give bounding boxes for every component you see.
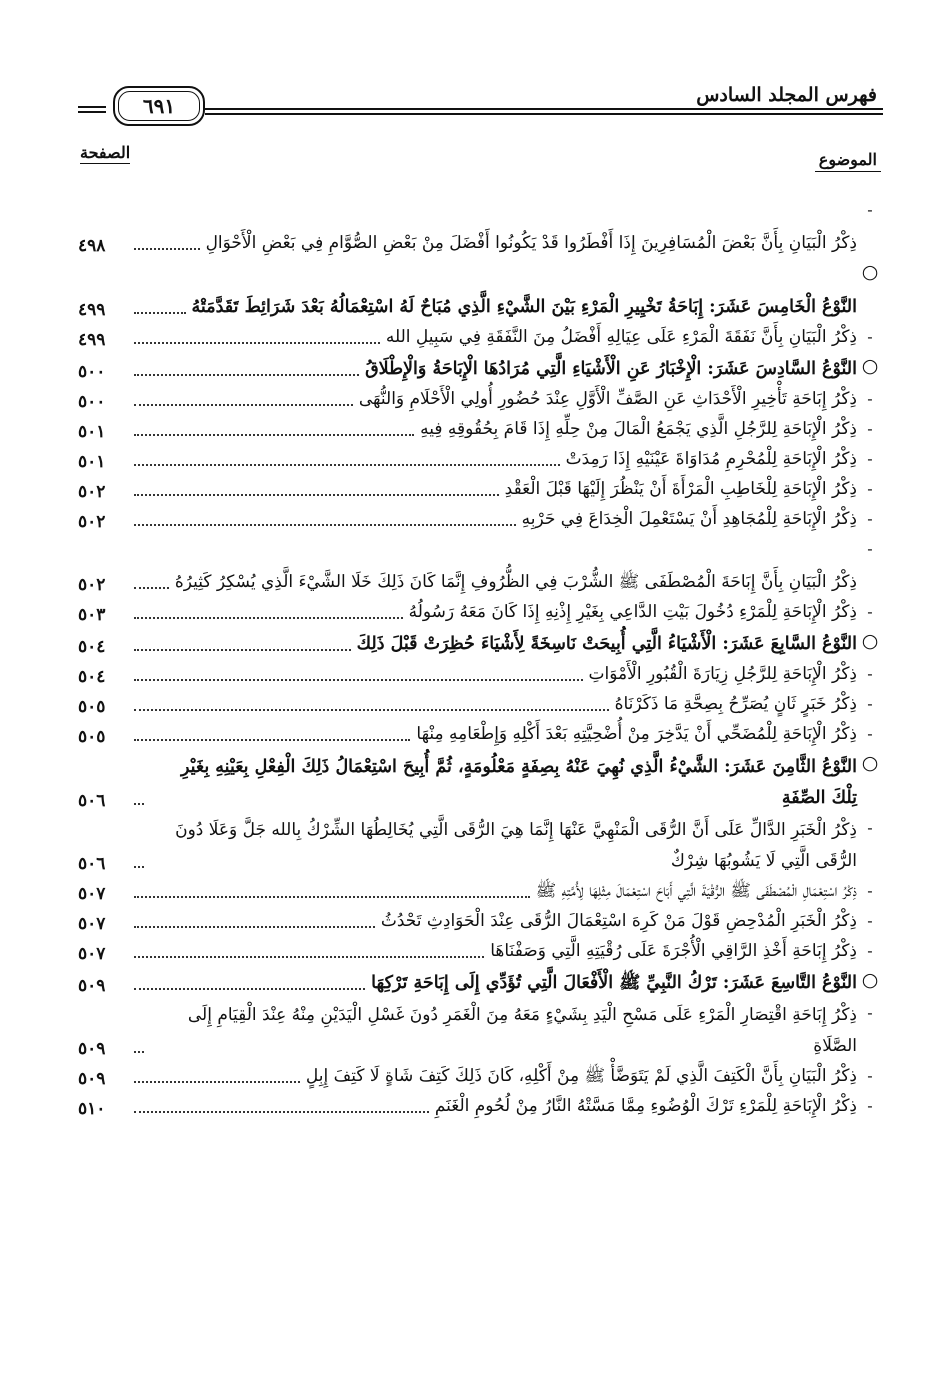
entry-title: ذِكْرُ الْإِبَاحَةِ لِلرَّجُلِ الَّذِي يَجْمَعُ الْمَالَ مِنْ حِلِّهِ إِذَا قَامَ بِحُقُوقِهِ فِيهِ — [420, 419, 857, 439]
entry-title: ذِكْرُ خَبَرٍ ثَانٍ يُصَرِّحُ بِصِحَّةِ مَا ذَكَرْنَاهُ — [614, 694, 857, 714]
section-heading-entry — [78, 750, 883, 814]
index-entries-list — [78, 196, 883, 1122]
entry-title: ذِكْرُ الْإِبَاحَةِ لِلْمَرْءِ تَرْكَ الْوُضُوءِ مِمَّا مَسَّتْهُ النَّارُ مِنْ لُحُومِ الْغَنَمِ — [434, 1096, 857, 1116]
page-number-frame — [113, 86, 205, 126]
circle-bullet-icon: ○ — [861, 355, 879, 377]
index-entry — [78, 690, 883, 720]
dash-bullet-icon: - — [867, 389, 873, 408]
index-entry — [78, 196, 883, 259]
page-number: ٦٩١ — [142, 94, 176, 118]
index-entry — [78, 323, 883, 353]
index-entry — [78, 877, 883, 907]
entry-page-number: ٥٠٧ — [78, 914, 106, 934]
entry-title: ذِكْرُ الْخَبَرِ الدَّالِّ عَلَى أَنَّ الرُّقَى الْمَنْهِيَّ عَنْهَا إِنَّمَا هِيَ الرُّقَى الَّتِي يُخَالِطُهَا الشِّرْكُ بِالله جَلَّ وَعَلَا دُونَ الرُّقَى الَّتِي لَا يَشُوبُهَا شِرْكٌ — [175, 820, 857, 871]
dotted-leader — [134, 956, 484, 958]
circle-bullet-icon: ○ — [861, 752, 879, 774]
dash-bullet-icon: - — [867, 200, 873, 219]
entry-title: ذِكْرُ الْإِبَاحَةِ لِلرَّجُلِ زِيَارَةَ الْقُبُورِ الْأَمْوَاتِ — [588, 664, 857, 684]
dotted-leader — [134, 803, 144, 805]
entry-title: ذِكْرُ الْبَيَانِ بِأَنَّ الْكَتِفَ الَّذِي لَمْ يَتَوَضَّأْ ﷺ مِنْ أَكْلِهِ، كَانَ ذَلِكَ كَتِفَ شَاةٍ لَا كَتِفَ إِبِلٍ — [305, 1066, 857, 1086]
header-rule — [78, 106, 106, 108]
entry-page-number: ٥٠١ — [78, 452, 106, 472]
dash-bullet-icon: - — [867, 539, 873, 558]
subject-column-heading: الموضوع — [818, 150, 877, 169]
dash-bullet-icon: - — [867, 664, 873, 683]
dotted-leader — [134, 312, 186, 314]
dotted-leader — [134, 988, 365, 990]
index-entry — [78, 475, 883, 505]
section-heading-entry — [78, 967, 883, 999]
entry-title: ذِكْرُ الْإِبَاحَةِ لِلْمُجَاهِدِ أَنْ يَسْتَعْمِلَ الْخِدَاعَ فِي حَرْبِهِ — [521, 509, 857, 529]
entry-page-number: ٥٠٥ — [78, 697, 106, 717]
entry-title: ذِكْرُ الْخَبَرِ الْمُدْحِضِ قَوْلَ مَنْ كَرِهَ اسْتِعْمَالَ الرُّقَى عِنْدَ الْحَوَادِثِ تَحْدُثُ — [380, 911, 857, 931]
entry-title: ذِكْرُ الْإِبَاحَةِ لِلْمَرْءِ دُخُولَ بَيْتِ الدَّاعِي بِغَيْرِ إِذْنِهِ إِذَا كَانَ مَعَهُ رَسُولُهُ — [408, 602, 857, 622]
entry-title: النَّوْعُ الْخَامِسَ عَشَرَ: إِبَاحَةُ تَخْيِيرِ الْمَرْءِ بَيْنَ الشَّيْءِ الَّذِي مُبَاحٌ لَهُ اسْتِعْمَالُهُ بَعْدَ شَرَائِطَ تَقَدَّمَتْهُ — [191, 297, 857, 317]
dotted-leader — [134, 434, 414, 436]
dotted-leader — [134, 404, 353, 406]
dotted-leader — [134, 1051, 144, 1053]
entry-page-number: ٥٠٤ — [78, 637, 106, 657]
entry-title: ذِكْرُ الْبَيَانِ بِأَنَّ نَفَقَةَ الْمَرْءِ عَلَى عِيَالِهِ أَفْضَلُ مِنَ النَّفَقَةِ فِي سَبِيلِ الله — [385, 327, 857, 347]
dash-bullet-icon: - — [867, 449, 873, 468]
entry-title: النَّوْعُ السَّادِسَ عَشَرَ: الْإِخْبَارُ عَنِ الْأَشْيَاءِ الَّتِي مُرَادُهَا الْإِبَاحَةُ وَالْإِطْلَاقُ — [365, 359, 857, 379]
index-entry — [78, 598, 883, 628]
dotted-leader — [134, 464, 560, 466]
dash-bullet-icon: - — [867, 509, 873, 528]
entry-title: ذِكْرُ الْبَيَانِ بِأَنَّ إِبَاحَةَ الْمُصْطَفَى ﷺ الشُّرْبَ فِي الظُّرُوفِ إِنَّمَا كَانَ ذَلِكَ خَلَا الشَّيْءَ الَّذِي يُسْكِرُ كَثِيرُهُ — [174, 572, 857, 592]
entry-title: النَّوْعُ الثَّامِنَ عَشَرَ: الشَّيْءُ الَّذِي نُهِيَ عَنْهُ بِصِفَةٍ مَعْلُومَةٍ، ثُمَّ أُبِيحَ اسْتِعْمَالُ ذَلِكَ الْفِعْلِ بِعَيْنِهِ بِغَيْرِ تِلْكَ الصِّفَةِ — [180, 757, 857, 808]
dash-bullet-icon: - — [867, 911, 873, 930]
dash-bullet-icon: - — [867, 1003, 873, 1022]
dash-bullet-icon: - — [867, 881, 873, 900]
entry-page-number: ٤٩٩ — [78, 300, 106, 320]
index-entry — [78, 415, 883, 445]
page-header — [78, 82, 883, 128]
dotted-leader — [134, 1111, 429, 1113]
index-entry — [78, 385, 883, 415]
section-heading-entry — [78, 259, 883, 323]
entry-page-number: ٥١٠ — [78, 1099, 106, 1119]
dash-bullet-icon: - — [867, 818, 873, 837]
entry-page-number: ٥٠٩ — [78, 1039, 106, 1059]
dotted-leader — [134, 494, 499, 496]
dotted-leader — [134, 374, 359, 376]
dash-bullet-icon: - — [867, 694, 873, 713]
dash-bullet-icon: - — [867, 419, 873, 438]
dotted-leader — [134, 524, 516, 526]
dotted-leader — [134, 866, 144, 868]
entry-title: ذِكْرُ إِبَاحَةِ تَأْخِيرِ الْأَحْدَاثِ عَنِ الصَّفِّ الْأَوَّلِ عِنْدَ حُضُورِ أُولِي الْأَحْلَامِ وَالنُّهَى — [358, 389, 857, 409]
circle-bullet-icon: ○ — [861, 630, 879, 652]
index-entry — [78, 1062, 883, 1092]
page-column-heading: الصفحة — [80, 143, 131, 162]
dotted-leader — [134, 739, 410, 741]
entry-title: ذِكْرُ الْبَيَانِ بِأَنَّ بَعْضَ الْمُسَافِرِينَ إِذَا أَفْطَرُوا قَدْ يَكُونُوا أَفْضَلَ مِنْ بَعْضِ الصُّوَّامِ فِي بَعْضِ الْأَحْوَالِ — [205, 233, 857, 253]
entry-page-number: ٥٠٠ — [78, 392, 106, 412]
header-rule — [78, 111, 106, 113]
entry-page-number: ٥٠٦ — [78, 854, 106, 874]
entry-page-number: ٤٩٩ — [78, 330, 106, 350]
index-entry — [78, 1092, 883, 1122]
index-entry — [78, 937, 883, 967]
entry-title: ذِكْرُ الْإِبَاحَةِ لِلْمُضَحِّي أَنْ يَدَّخِرَ مِنْ أُضْحِيَّتِهِ بَعْدَ أَكْلِهِ وَإِطْعَامِهِ مِنْهَا — [416, 724, 857, 744]
dash-bullet-icon: - — [867, 327, 873, 346]
dotted-leader — [134, 896, 530, 898]
index-entry — [78, 999, 883, 1062]
entry-page-number: ٥٠٧ — [78, 944, 106, 964]
entry-title: ذِكْرُ إِبَاحَةِ أَخْذِ الرَّاقِي الْأُجْرَةَ عَلَى رُقْيَتِهِ الَّتِي وَصَفْنَاهَا — [490, 941, 857, 961]
index-entry — [78, 660, 883, 690]
dash-bullet-icon: - — [867, 1096, 873, 1115]
dotted-leader — [134, 709, 609, 711]
section-heading-entry — [78, 628, 883, 660]
dash-bullet-icon: - — [867, 1066, 873, 1085]
entry-title: النَّوْعُ التَّاسِعَ عَشَرَ: تَرْكُ النَّبِيِّ ﷺ الْأَفْعَالَ الَّتِي تُؤَدِّي إِلَى إِبَاحَةِ تَرْكِهَا — [371, 973, 857, 993]
entry-page-number: ٥٠٢ — [78, 575, 106, 595]
dotted-leader — [134, 649, 351, 651]
entry-title: ذِكْرُ الْإِبَاحَةِ لِلْخَاطِبِ الْمَرْأَةَ أَنْ يَنْظُرَ إِلَيْهَا قَبْلَ الْعَقْدِ — [504, 479, 857, 499]
dash-bullet-icon: - — [867, 479, 873, 498]
entry-page-number: ٥٠٣ — [78, 605, 106, 625]
entry-title: النَّوْعُ السَّابِعَ عَشَرَ: الْأَشْيَاءُ الَّتِي أُبِيحَتْ نَاسِخَةً لِأَشْيَاءَ حُظِرَتْ قَبْلَ ذَلِكَ — [356, 634, 857, 654]
entry-title: ذِكْرُ اسْتِعْمَالِ الْمُصْطَفَى ﷺ الرُّقْيَةَ الَّتِي أَبَاحَ اسْتِعْمَالَ مِثْلِهَا لِأُمَّتِهِ ﷺ — [535, 881, 857, 901]
index-entry — [78, 505, 883, 535]
section-heading-entry — [78, 353, 883, 385]
entry-page-number: ٥٠٢ — [78, 512, 106, 532]
entry-title: ذِكْرُ الْإِبَاحَةِ لِلْمُحْرِمِ مُدَاوَاةَ عَيْنَيْهِ إِذَا رَمِدَتْ — [565, 449, 857, 469]
dotted-leader — [134, 926, 375, 928]
entry-page-number: ٥٠٩ — [78, 1069, 106, 1089]
entry-page-number: ٥٠٧ — [78, 884, 106, 904]
index-entry — [78, 907, 883, 937]
circle-bullet-icon: ○ — [861, 261, 879, 283]
dotted-leader — [134, 342, 380, 344]
dash-bullet-icon: - — [867, 602, 873, 621]
running-title: فهرس المجلد السادس — [696, 84, 877, 106]
entry-page-number: ٥٠١ — [78, 422, 106, 442]
entry-page-number: ٥٠٦ — [78, 791, 106, 811]
entry-page-number: ٤٩٨ — [78, 236, 106, 256]
entry-title: ذِكْرُ إِبَاحَةِ اقْتِصَارِ الْمَرْءِ عَلَى مَسْحِ الْيَدِ بِشَيْءٍ مَعَهُ مِنَ الْغَمَرِ دُونَ غَسْلِ الْيَدَيْنِ مِنْهُ عِنْدَ الْقِيَامِ إِلَى الصَّلَاةِ — [187, 1005, 857, 1056]
index-entry — [78, 535, 883, 598]
index-entry — [78, 814, 883, 877]
entry-page-number: ٥٠٢ — [78, 482, 106, 502]
dotted-leader — [134, 248, 200, 250]
dotted-leader — [134, 1081, 300, 1083]
entry-page-number: ٥٠٤ — [78, 667, 106, 687]
dotted-leader — [134, 679, 583, 681]
dash-bullet-icon: - — [867, 724, 873, 743]
dash-bullet-icon: - — [867, 941, 873, 960]
circle-bullet-icon: ○ — [861, 969, 879, 991]
index-entry — [78, 445, 883, 475]
entry-page-number: ٥٠٥ — [78, 727, 106, 747]
header-rule — [205, 108, 883, 110]
index-entry — [78, 720, 883, 750]
dotted-leader — [134, 587, 169, 589]
dotted-leader — [134, 617, 403, 619]
header-rule — [205, 113, 883, 115]
entry-page-number: ٥٠٠ — [78, 362, 106, 382]
entry-page-number: ٥٠٩ — [78, 976, 106, 996]
